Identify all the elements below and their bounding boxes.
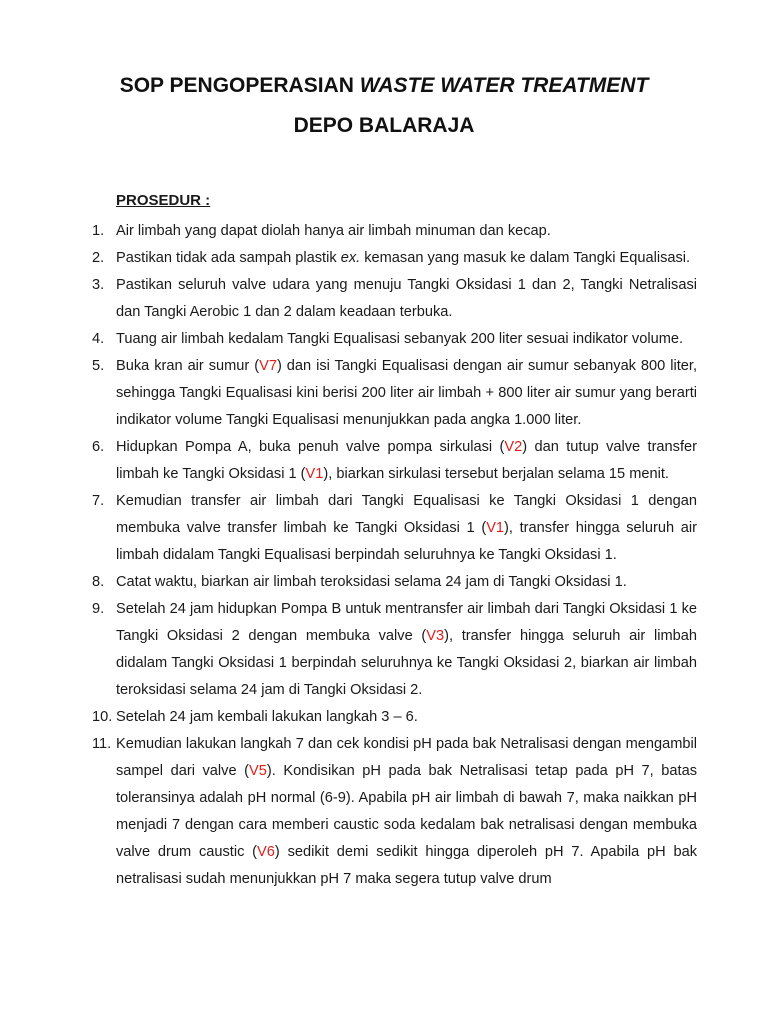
step-text-part: Hidupkan Pompa A, buka penuh valve pompa sirkulasi (: [116, 439, 505, 455]
step-text: [116, 272, 697, 326]
step-number: 8.: [92, 574, 105, 590]
procedure-step: [0, 731, 697, 893]
step-text-part: Catat waktu, biarkan air limbah teroksidasi selama 24 jam di Tangki Oksidasi 1.: [116, 574, 627, 590]
valve-label: V7: [259, 358, 277, 374]
step-text-part: Buka kran air sumur (: [116, 358, 260, 374]
step-text-part: ), transfer hingga seluruh air limbah didalam Tangki Equalisasi berpindah seluruhnya ke Tangki Oksidasi 1.: [116, 520, 697, 563]
step-number: 9.: [92, 601, 105, 617]
valve-label: V5: [249, 763, 267, 779]
step-text-part: ). Kondisikan pH pada bak Netralisasi tetap pada pH 7, batas toleransinya adalah pH normal (6-9). Apabila pH air limbah di bawah 7, maka naikkan pH menjadi 7 dengan cara memberi caustic soda kedalam bak netralisasi dengan membuka valve drum caustic (: [116, 763, 697, 860]
step-text-part: ) dan isi Tangki Equalisasi dengan air sumur sebanyak 800 liter, sehingga Tangki Equalisasi kini berisi 200 liter air limbah + 800 liter air sumur yang berarti indikator volume Tangki Equalisasi menunjukkan pada angka 1.000 liter.: [116, 358, 698, 428]
procedure-step: [0, 218, 697, 245]
step-number: 3.: [92, 277, 105, 293]
step-text-part: Pastikan seluruh valve udara yang menuju Tangki Oksidasi 1 dan 2, Tangki Netralisasi dan Tangki Aerobic 1 dan 2 dalam keadaan terbuka.: [116, 277, 697, 320]
step-text-part: ) sedikit demi sedikit hingga diperoleh pH 7. Apabila pH bak netralisasi sudah menunjukkan pH 7 maka segera tutup valve drum: [116, 844, 698, 887]
procedure-step: [0, 596, 697, 704]
step-text-part: ), transfer hingga seluruh air limbah didalam Tangki Oksidasi 1 berpindah seluruhnya ke Tangki Oksidasi 2, biarkan air limbah teroksidasi selama 24 jam di Tangki Oksidasi 2.: [116, 628, 697, 698]
step-text: [116, 704, 697, 731]
step-text-italic: ex.: [340, 250, 361, 266]
step-number: 10.: [92, 709, 113, 725]
valve-label: V6: [257, 844, 275, 860]
step-text-part: ), biarkan sirkulasi tersebut berjalan selama 15 menit.: [323, 466, 669, 482]
procedure-list: [0, 218, 768, 893]
step-text: [116, 569, 697, 596]
step-number: 6.: [92, 439, 105, 455]
valve-label: V1: [486, 520, 505, 536]
step-text-part: Setelah 24 jam kembali lakukan langkah 3 – 6.: [116, 709, 418, 725]
valve-label: V3: [426, 628, 445, 644]
title-plain: SOP PENGOPERASIAN: [119, 74, 360, 97]
procedure-step: [0, 569, 697, 596]
step-text-part: Pastikan tidak ada sampah plastik: [116, 250, 341, 266]
valve-label: V1: [305, 466, 324, 482]
procedure-step: [0, 488, 697, 569]
step-number: 5.: [92, 358, 105, 374]
section-heading-prosedur: PROSEDUR :: [116, 192, 211, 209]
procedure-step: [0, 326, 697, 353]
step-number: 2.: [92, 250, 105, 266]
step-text-part: ) dan tutup valve transfer limbah ke Tangki Oksidasi 1 (: [116, 439, 697, 482]
step-number: 11.: [92, 736, 112, 752]
title-italic: WASTE WATER TREATMENT: [359, 74, 649, 97]
step-text: [116, 596, 697, 704]
step-text: [116, 218, 697, 245]
step-number: 1.: [92, 223, 105, 239]
procedure-step: [0, 353, 697, 434]
step-text: [116, 353, 697, 434]
document-title-line-1: [0, 74, 768, 98]
step-text: [116, 731, 697, 893]
step-text-part: kemasan yang masuk ke dalam Tangki Equalisasi.: [360, 250, 691, 266]
procedure-step: [0, 245, 697, 272]
valve-label: V2: [504, 439, 523, 455]
step-text-part: Air limbah yang dapat diolah hanya air limbah minuman dan kecap.: [116, 223, 551, 239]
step-text-part: Tuang air limbah kedalam Tangki Equalisasi sebanyak 200 liter sesuai indikator volume.: [116, 331, 684, 347]
step-text-part: Setelah 24 jam hidupkan Pompa B untuk mentransfer air limbah dari Tangki Oksidasi 1 ke Tangki Oksidasi 2 dengan membuka valve (: [116, 601, 697, 644]
procedure-step: [0, 272, 697, 326]
step-text-part: Kemudian lakukan langkah 7 dan cek kondisi pH pada bak Netralisasi dengan mengambil sampel dari valve (: [116, 736, 697, 779]
step-number: 4.: [92, 331, 105, 347]
procedure-step: [0, 434, 697, 488]
document-title-line-2: DEPO BALARAJA: [293, 114, 475, 137]
step-text: [116, 434, 697, 488]
step-number: 7.: [92, 493, 105, 509]
step-text: [116, 488, 697, 569]
step-text: [116, 326, 697, 353]
step-text-part: Kemudian transfer air limbah dari Tangki Equalisasi ke Tangki Oksidasi 1 dengan membuka valve transfer limbah ke Tangki Oksidasi 1 (: [116, 493, 697, 536]
procedure-step: [0, 704, 697, 731]
step-text: [116, 245, 697, 272]
